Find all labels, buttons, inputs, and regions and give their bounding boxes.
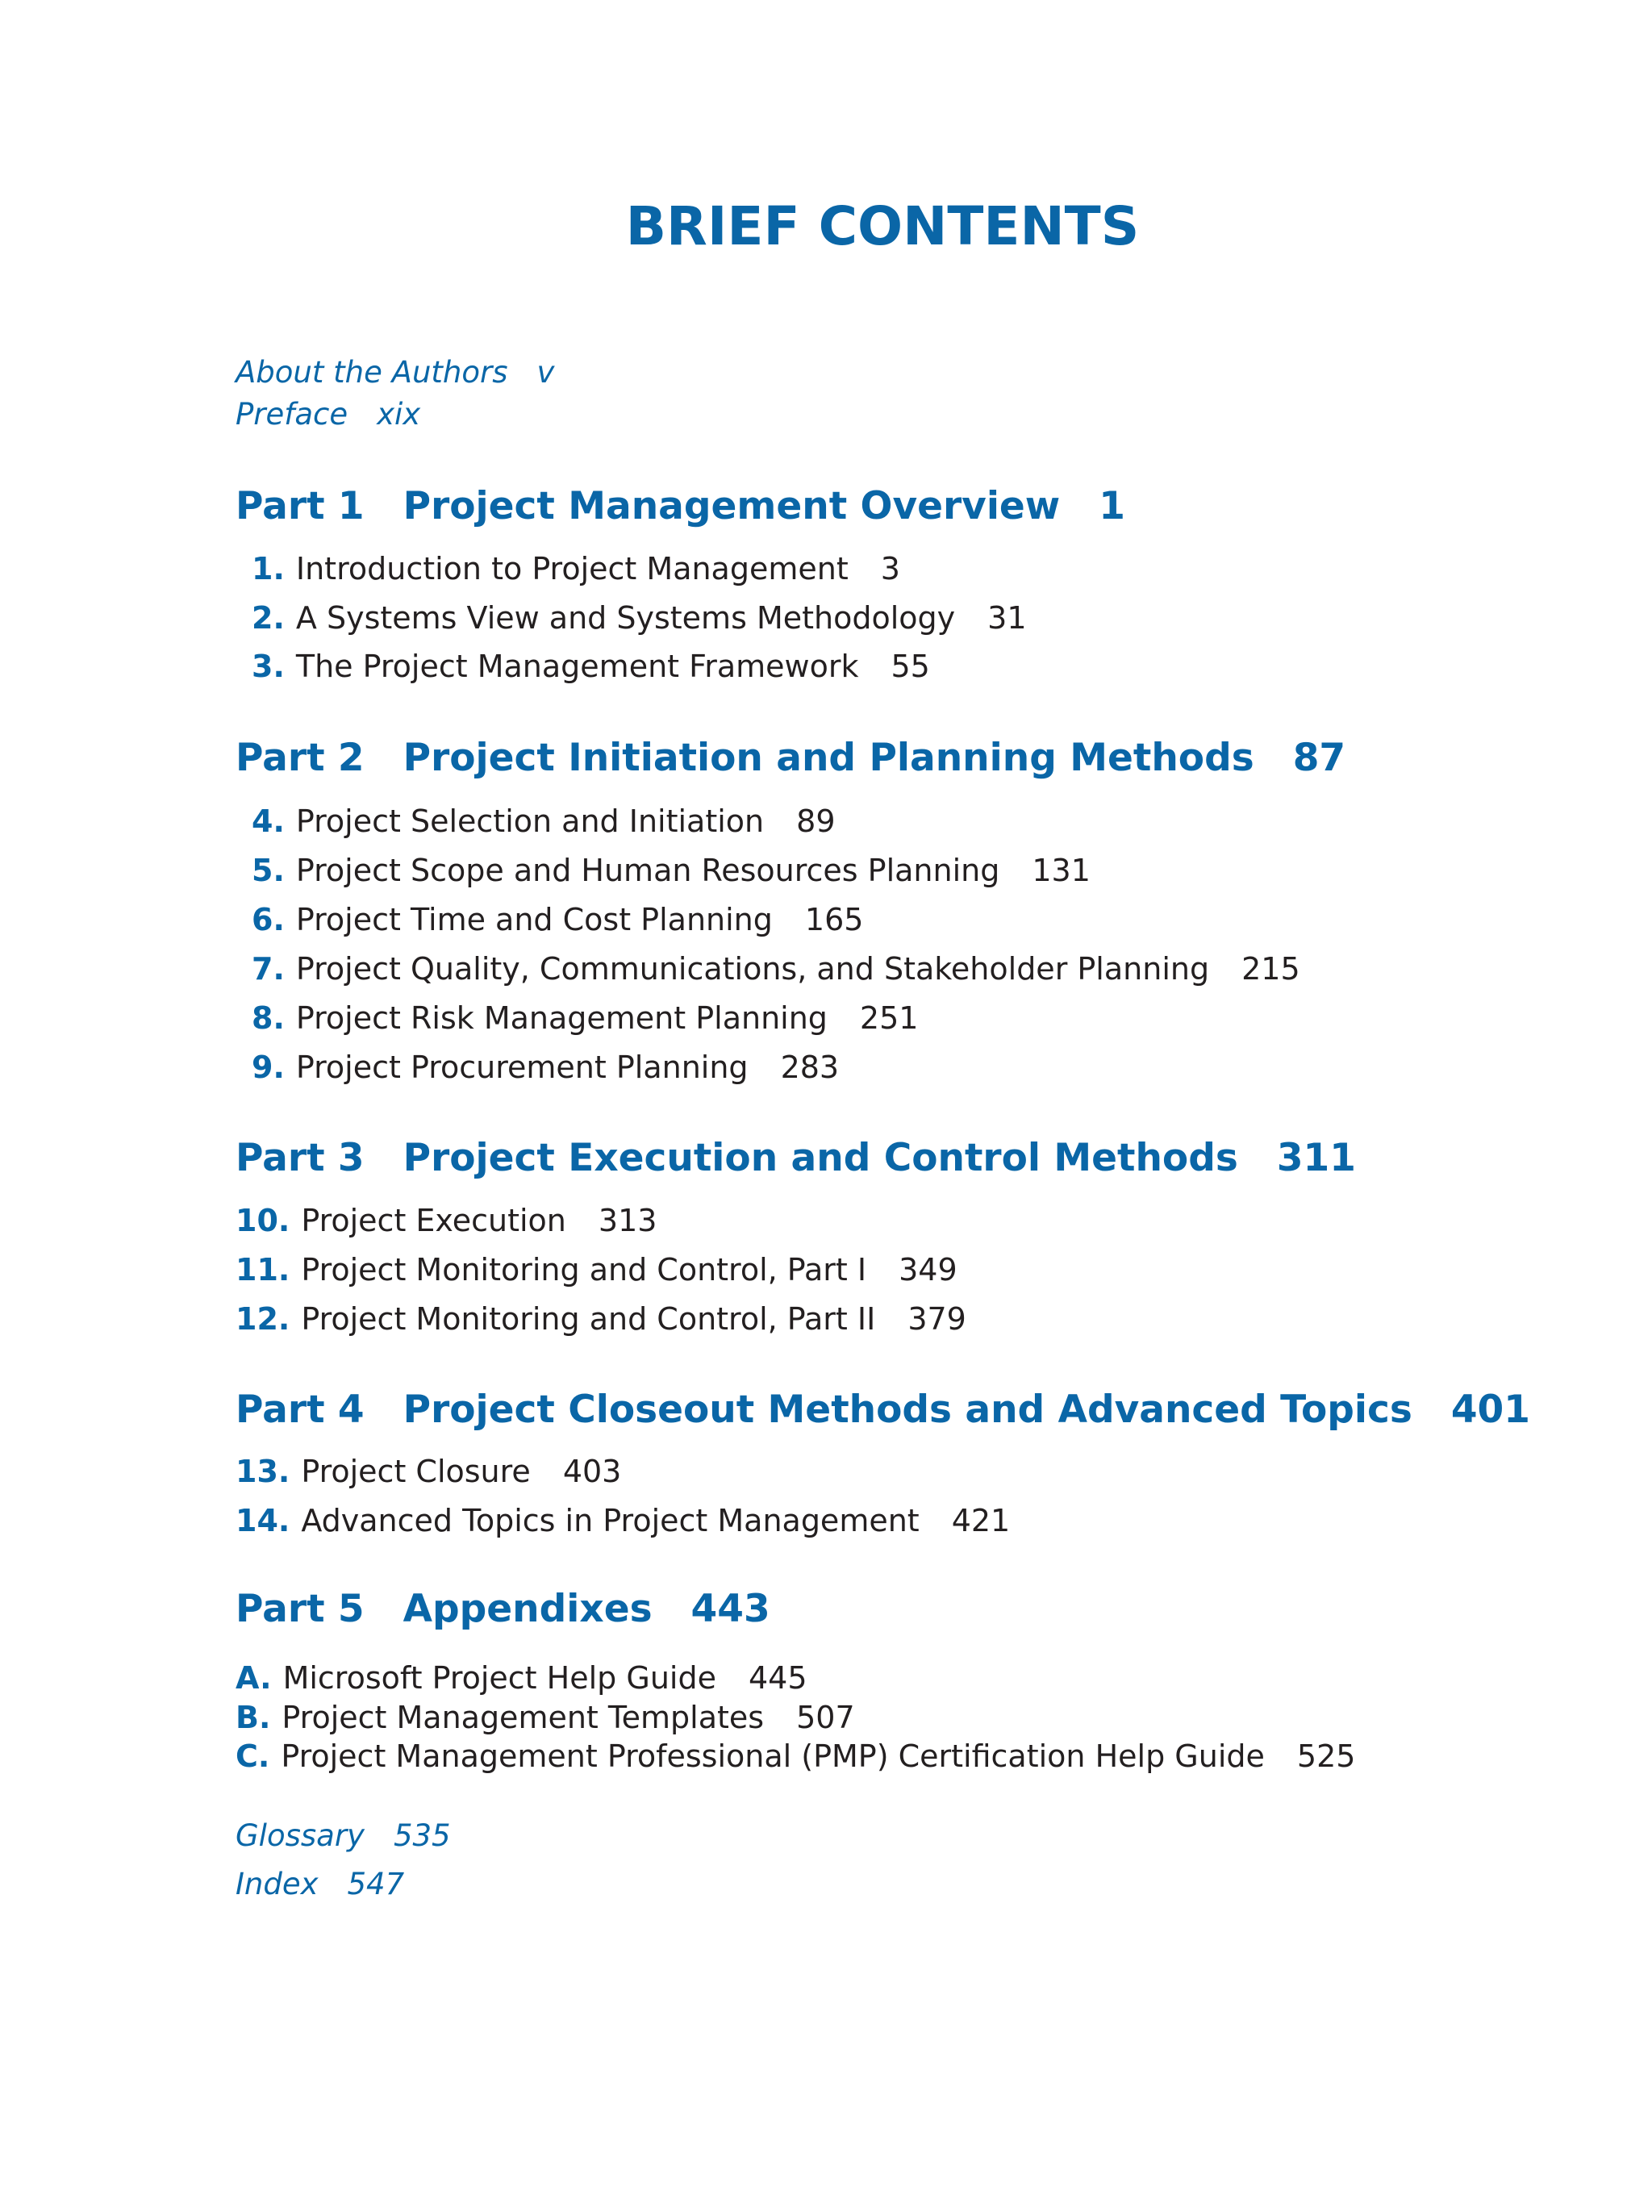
chapter-entry-1[interactable] xyxy=(252,551,900,586)
appendix-entry-a[interactable] xyxy=(236,1660,807,1696)
appendix-page: 525 xyxy=(1296,1738,1356,1774)
part-label: Part 3 xyxy=(236,1136,365,1180)
chapter-number: 13. xyxy=(236,1454,290,1489)
appendix-page: 445 xyxy=(748,1660,807,1696)
chapter-entry-4[interactable] xyxy=(252,803,836,839)
part-page: 1 xyxy=(1099,484,1125,528)
chapter-number: 5. xyxy=(252,853,285,888)
chapter-number: 8. xyxy=(252,1000,285,1036)
chapter-page: 379 xyxy=(907,1301,966,1337)
appendix-entry-c[interactable] xyxy=(236,1738,1355,1774)
chapter-title: Introduction to Project Management xyxy=(295,551,849,586)
part-label: Part 1 xyxy=(236,484,365,528)
chapter-entry-8[interactable] xyxy=(252,1000,918,1036)
chapter-page: 55 xyxy=(891,649,930,684)
part-label: Part 2 xyxy=(236,736,365,780)
part-heading-2[interactable] xyxy=(236,736,1345,780)
chapter-entry-14[interactable] xyxy=(236,1503,1010,1538)
chapter-page: 313 xyxy=(598,1203,657,1238)
chapter-title: Advanced Topics in Project Management xyxy=(301,1503,920,1538)
chapter-number: 1. xyxy=(252,551,285,586)
appendix-title: Microsoft Project Help Guide xyxy=(282,1660,716,1696)
part-page: 311 xyxy=(1276,1136,1356,1180)
part-heading-4[interactable] xyxy=(236,1388,1530,1432)
part-title: Project Management Overview xyxy=(403,484,1061,528)
appendix-letter: B. xyxy=(236,1700,271,1735)
chapter-title: Project Procurement Planning xyxy=(295,1050,749,1085)
part-heading-5[interactable] xyxy=(236,1587,770,1631)
chapter-number: 12. xyxy=(236,1301,290,1337)
part-heading-3[interactable] xyxy=(236,1136,1356,1180)
chapter-number: 14. xyxy=(236,1503,290,1538)
appendix-title: Project Management Professional (PMP) Certification Help Guide xyxy=(281,1738,1265,1774)
toc-entry-index[interactable] xyxy=(236,1867,404,1901)
chapter-number: 9. xyxy=(252,1050,285,1085)
toc-entry-preface[interactable] xyxy=(236,397,420,432)
chapter-title: Project Time and Cost Planning xyxy=(295,902,773,937)
toc-entry-about-authors[interactable] xyxy=(236,355,554,390)
chapter-title: Project Quality, Communications, and Stakeholder Planning xyxy=(295,951,1210,987)
chapter-page: 283 xyxy=(780,1050,840,1085)
chapter-title: Project Scope and Human Resources Planning xyxy=(295,853,1000,888)
chapter-entry-2[interactable] xyxy=(252,600,1027,636)
toc-entry-glossary[interactable] xyxy=(236,1818,451,1853)
chapter-page: 251 xyxy=(859,1000,919,1036)
part-label: Part 4 xyxy=(236,1388,365,1432)
chapter-entry-13[interactable] xyxy=(236,1454,621,1489)
part-label: Part 5 xyxy=(236,1587,365,1631)
entry-page: 535 xyxy=(393,1818,451,1853)
chapter-title: A Systems View and Systems Methodology xyxy=(295,600,956,636)
chapter-entry-11[interactable] xyxy=(236,1252,957,1288)
chapter-title: The Project Management Framework xyxy=(295,649,859,684)
part-title: Appendixes xyxy=(403,1587,653,1631)
entry-label: Index xyxy=(236,1867,319,1901)
page-title: BRIEF CONTENTS xyxy=(625,195,1140,257)
part-heading-1[interactable] xyxy=(236,484,1125,528)
chapter-entry-9[interactable] xyxy=(252,1050,839,1085)
chapter-title: Project Execution xyxy=(301,1203,566,1238)
chapter-page: 421 xyxy=(951,1503,1011,1538)
part-page: 401 xyxy=(1450,1388,1530,1432)
part-title: Project Initiation and Planning Methods xyxy=(403,736,1254,780)
chapter-number: 2. xyxy=(252,600,285,636)
entry-page: xix xyxy=(377,397,421,432)
chapter-page: 131 xyxy=(1032,853,1091,888)
part-title: Project Closeout Methods and Advanced Topics xyxy=(403,1388,1412,1432)
chapter-number: 11. xyxy=(236,1252,290,1288)
chapter-title: Project Risk Management Planning xyxy=(295,1000,828,1036)
chapter-title: Project Selection and Initiation xyxy=(295,803,765,839)
appendix-entry-b[interactable] xyxy=(236,1700,855,1735)
entry-label: About the Authors xyxy=(236,355,508,390)
appendix-letter: A. xyxy=(236,1660,272,1696)
chapter-page: 349 xyxy=(899,1252,957,1288)
chapter-page: 89 xyxy=(796,803,836,839)
chapter-number: 7. xyxy=(252,951,285,987)
chapter-page: 165 xyxy=(804,902,864,937)
appendix-page: 507 xyxy=(796,1700,855,1735)
chapter-entry-12[interactable] xyxy=(236,1301,966,1337)
chapter-page: 31 xyxy=(987,600,1027,636)
chapter-page: 215 xyxy=(1241,951,1300,987)
entry-label: Preface xyxy=(236,397,348,432)
chapter-page: 403 xyxy=(562,1454,622,1489)
chapter-entry-10[interactable] xyxy=(236,1203,657,1238)
entry-page: 547 xyxy=(347,1867,405,1901)
part-title: Project Execution and Control Methods xyxy=(403,1136,1238,1180)
part-page: 443 xyxy=(690,1587,770,1631)
chapter-number: 3. xyxy=(252,649,285,684)
chapter-entry-6[interactable] xyxy=(252,902,863,937)
chapter-entry-7[interactable] xyxy=(252,951,1300,987)
appendix-title: Project Management Templates xyxy=(282,1700,765,1735)
chapter-title: Project Closure xyxy=(301,1454,531,1489)
chapter-number: 6. xyxy=(252,902,285,937)
part-page: 87 xyxy=(1292,736,1346,780)
chapter-title: Project Monitoring and Control, Part I xyxy=(301,1252,867,1288)
chapter-page: 3 xyxy=(880,551,900,586)
entry-label: Glossary xyxy=(236,1818,365,1853)
chapter-number: 10. xyxy=(236,1203,290,1238)
appendix-letter: C. xyxy=(236,1738,270,1774)
chapter-title: Project Monitoring and Control, Part II xyxy=(301,1301,876,1337)
chapter-number: 4. xyxy=(252,803,285,839)
chapter-entry-5[interactable] xyxy=(252,853,1091,888)
entry-page: v xyxy=(536,355,555,390)
chapter-entry-3[interactable] xyxy=(252,649,930,684)
